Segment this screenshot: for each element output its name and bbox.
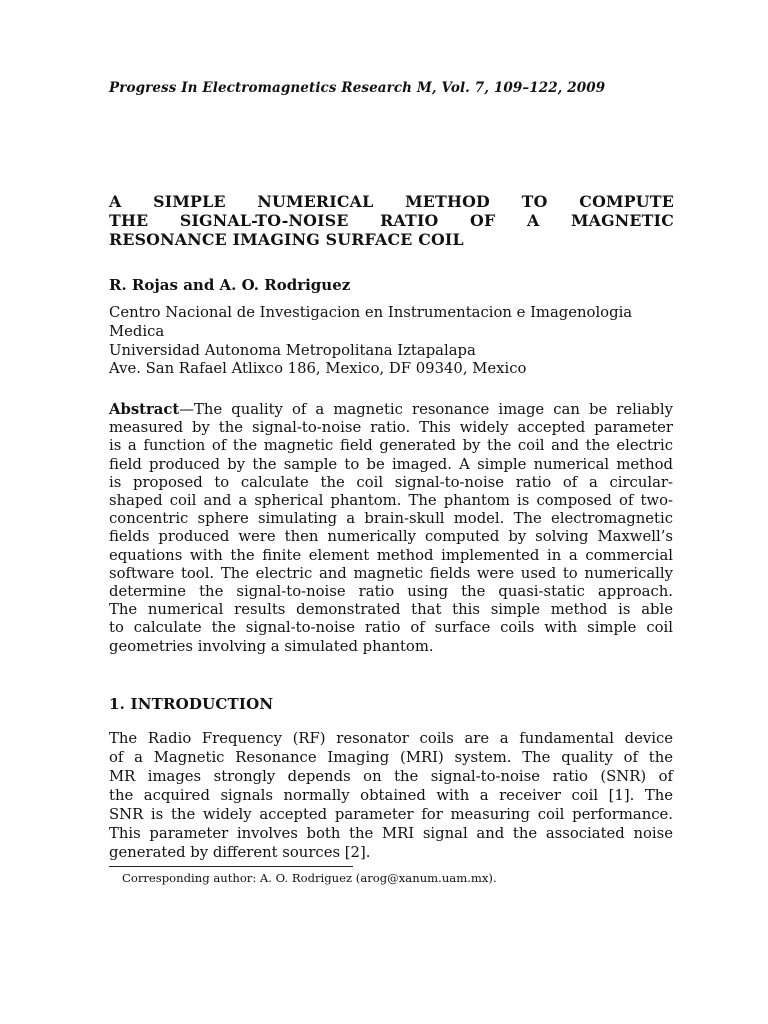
affiliation-line: Medica xyxy=(109,322,165,340)
abstract-line: The numerical results demonstrated that this simple method is able xyxy=(109,601,673,619)
abstract-line-text: —The quality of a magnetic resonance image can be reliably xyxy=(179,401,673,418)
title-line-2 xyxy=(109,211,674,230)
title-word: A xyxy=(109,192,122,211)
intro-line: The Radio Frequency (RF) resonator coils are a fundamental device xyxy=(109,730,673,747)
title-word: SIGNAL-TO-NOISE xyxy=(179,211,349,230)
abstract-line: shaped coil and a spherical phantom. The phantom is composed of two- xyxy=(109,492,673,510)
author-list: R. Rojas and A. O. Rodriguez xyxy=(109,276,351,294)
title-line-1 xyxy=(109,192,674,211)
title-word: TO xyxy=(521,192,548,211)
title-word: METHOD xyxy=(405,192,490,211)
intro-line: MR images strongly depends on the signal-to-noise ratio (SNR) of xyxy=(109,768,673,785)
abstract-line: concentric sphere simulating a brain-skull model. The electromagnetic xyxy=(109,510,673,528)
title-word: MAGNETIC xyxy=(570,211,674,230)
title-word: THE xyxy=(109,211,149,230)
affiliation-line: Ave. San Rafael Atlixco 186, Mexico, DF 09340, Mexico xyxy=(109,360,527,378)
intro-line: This parameter involves both the MRI signal and the associated noise xyxy=(109,825,673,842)
affiliation-line: Universidad Autonoma Metropolitana Iztapalapa xyxy=(109,341,476,359)
abstract xyxy=(109,401,673,656)
abstract-line: equations with the finite element method implemented in a commercial xyxy=(109,546,673,564)
abstract-line: geometries involving a simulated phantom. xyxy=(109,637,434,655)
abstract-line: determine the signal-to-noise ratio using the quasi-static approach. xyxy=(109,583,673,601)
abstract-line: field produced by the sample to be imaged. A simple numerical method xyxy=(109,455,673,473)
title-word: A xyxy=(526,211,540,230)
section-heading-introduction: 1. INTRODUCTION xyxy=(109,695,274,713)
intro-line: generated by different sources [2]. xyxy=(109,844,371,861)
intro-line: of a Magnetic Resonance Imaging (MRI) system. The quality of the xyxy=(109,749,673,766)
title-word: COMPUTE xyxy=(579,192,674,211)
footnote-corresponding-author: Corresponding author: A. O. Rodriguez (arog@xanum.uam.mx). xyxy=(122,871,497,885)
abstract-line: fields produced were then numerically computed by solving Maxwell’s xyxy=(109,528,673,546)
abstract-line xyxy=(109,401,673,419)
intro-line: the acquired signals normally obtained with a receiver coil [1]. The xyxy=(109,787,673,804)
introduction-paragraph xyxy=(109,729,673,862)
affiliation-line: Centro Nacional de Investigacion en Instrumentacion e Imagenologia xyxy=(109,304,633,321)
journal-header: Progress In Electromagnetics Research M, Vol. 7, 109–122, 2009 xyxy=(109,80,606,96)
abstract-label: Abstract xyxy=(109,401,180,418)
footnote-divider xyxy=(109,866,353,867)
abstract-line: is proposed to calculate the coil signal-to-noise ratio of a circular- xyxy=(109,473,673,491)
title-word: SIMPLE xyxy=(153,192,226,211)
paper-title xyxy=(109,192,674,249)
intro-line: SNR is the widely accepted parameter for measuring coil performance. xyxy=(109,806,673,823)
title-line-3: RESONANCE IMAGING SURFACE COIL xyxy=(109,230,464,249)
abstract-line: software tool. The electric and magnetic fields were used to numerically xyxy=(109,564,673,582)
abstract-line: is a function of the magnetic field generated by the coil and the electric xyxy=(109,437,673,455)
title-word: RATIO xyxy=(380,211,439,230)
title-word: OF xyxy=(470,211,496,230)
title-word: NUMERICAL xyxy=(257,192,374,211)
abstract-line: measured by the signal-to-noise ratio. This widely accepted parameter xyxy=(109,419,673,437)
affiliation xyxy=(109,304,679,379)
abstract-line: to calculate the signal-to-noise ratio of surface coils with simple coil xyxy=(109,619,673,637)
